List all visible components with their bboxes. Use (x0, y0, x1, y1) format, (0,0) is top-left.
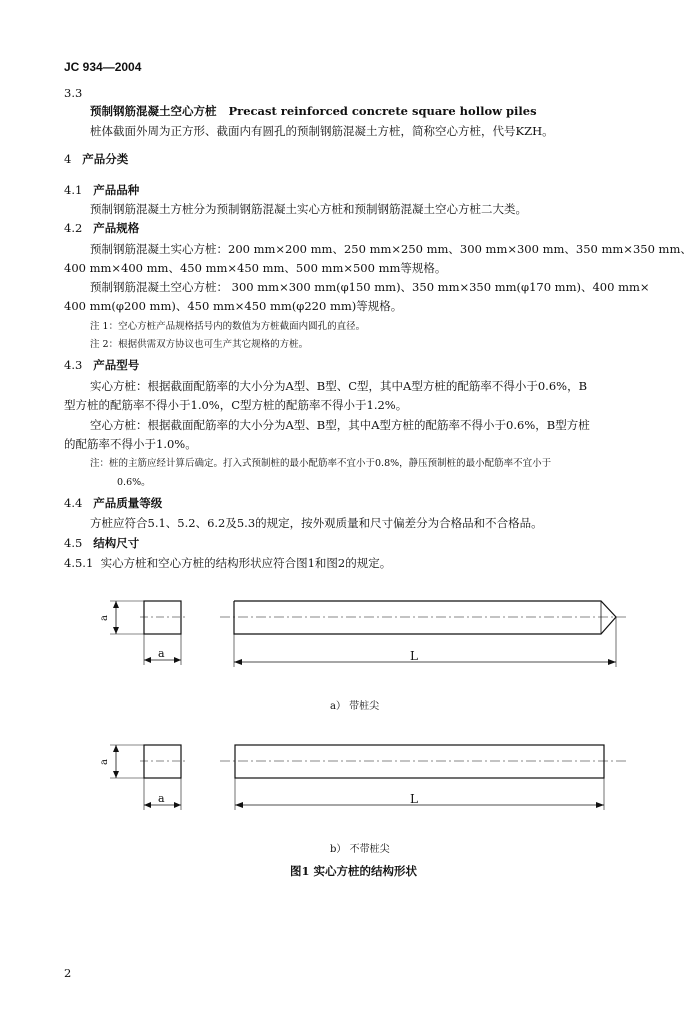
solid-model-line1: 实心方桩：根据截面配筋率的大小分为A型、B型、C型，其中A型方桩的配筋率不得小于0.6%，B (90, 379, 588, 393)
section-3-3-number: 3.3 (64, 86, 83, 100)
term-cn: 预制钢筋混凝土空心方桩 (90, 104, 217, 118)
section-4-2-heading: 4.2 产品规格 (64, 221, 140, 235)
caption-b: b） 不带桩尖 (330, 844, 390, 855)
section-4-5-heading: 4.5 结构尺寸 (64, 536, 140, 550)
section-4-3-heading: 4.3 产品型号 (64, 358, 140, 372)
figure-b (110, 745, 628, 810)
term-definition: 桩体截面外周为正方形、截面内有圆孔的预制钢筋混凝土方桩，简称空心方桩，代号KZH。 (90, 124, 554, 138)
model-note-line1: 注：桩的主筋应经计算后确定。打入式预制桩的最小配筋率不宜小于0.8%，静压预制桩的最小配筋率不宜小于 (90, 458, 552, 469)
section-4-4-heading: 4.4 产品质量等级 (64, 496, 163, 510)
figure-title: 图1 实心方桩的结构形状 (290, 864, 418, 878)
section-4-1-heading: 4.1 产品品种 (64, 183, 140, 197)
dim-label-side-a: a (98, 615, 110, 621)
hollow-spec-line2: 400 mm(φ200 mm)、450 mm×450 mm(φ220 mm)等规格。 (64, 299, 403, 313)
solid-spec-line1: 预制钢筋混凝土实心方桩：200 mm×200 mm、250 mm×250 mm、300 mm×300 mm、350 mm×350 mm、 (90, 242, 692, 256)
solid-model-line2: 型方桩的配筋率不得小于1.0%，C型方桩的配筋率不得小于1.2%。 (64, 398, 408, 412)
hollow-model-line1: 空心方桩：根据截面配筋率的大小分为A型、B型，其中A型方桩的配筋率不得小于0.6%，B型方桩 (90, 418, 590, 432)
hollow-spec-line1: 预制钢筋混凝土空心方桩： 300 mm×300 mm(φ150 mm)、350 mm×350 mm(φ170 mm)、400 mm× (90, 280, 650, 294)
dim-label-width-a: a (158, 647, 165, 660)
pile-body-without-tip (235, 745, 604, 778)
hollow-model-line2: 的配筋率不得小于1.0%。 (64, 437, 197, 451)
spec-note-2: 注 2：根据供需双方协议也可生产其它规格的方桩。 (90, 339, 309, 350)
section-4-heading: 4 产品分类 (64, 152, 129, 166)
pile-body-with-tip (234, 601, 616, 634)
section-4-5-1: 4.5.1 实心方桩和空心方桩的结构形状应符合图1和图2的规定。 (64, 556, 392, 570)
dim-label-length-b: L (410, 792, 418, 806)
solid-spec-line2: 400 mm×400 mm、450 mm×450 mm、500 mm×500 mm等规格。 (64, 261, 447, 275)
term-en: Precast reinforced concrete square hollow piles (228, 104, 537, 118)
model-note-line2: 0.6%。 (117, 477, 151, 488)
figure-a (110, 601, 628, 667)
standard-header: JC 934—2004 (64, 60, 142, 74)
dim-label-width-b: a (158, 792, 165, 805)
caption-a: a） 带桩尖 (330, 701, 380, 712)
spec-note-1: 注 1：空心方桩产品规格括号内的数值为方桩截面内圆孔的直径。 (90, 321, 366, 332)
section-4-4-text: 方桩应符合5.1、5.2、6.2及5.3的规定，按外观质量和尺寸偏差分为合格品和不合格品。 (90, 516, 543, 530)
section-4-1-text: 预制钢筋混凝土方桩分为预制钢筋混凝土实心方桩和预制钢筋混凝土空心方桩二大类。 (90, 202, 527, 216)
dim-label-length-a: L (410, 649, 418, 663)
page-number: 2 (64, 966, 72, 980)
cross-section-square-a (144, 601, 181, 634)
cross-section-square-b (144, 745, 181, 778)
dim-label-side-b: a (98, 759, 110, 765)
